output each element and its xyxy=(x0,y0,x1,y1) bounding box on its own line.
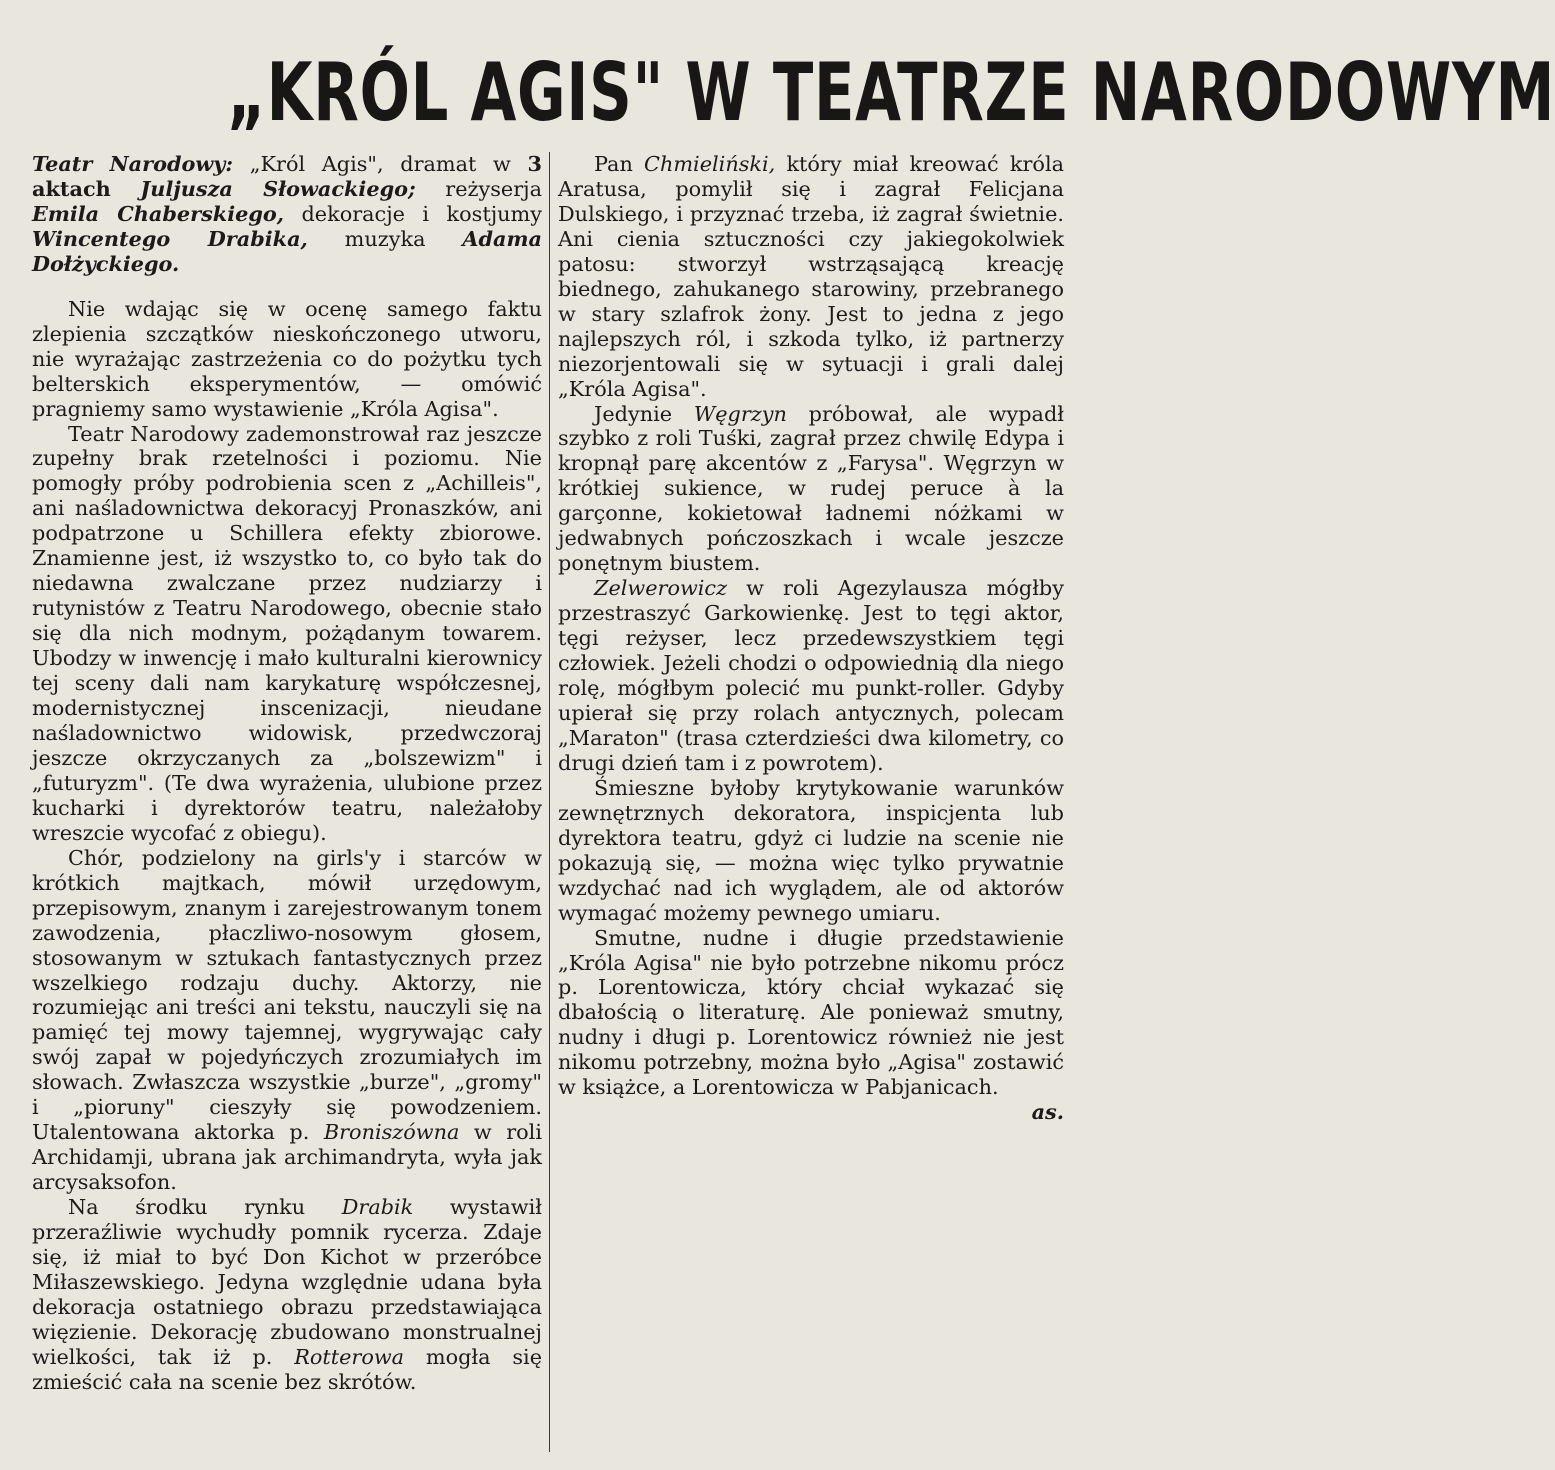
credits-theatre: Teatr Narodowy: xyxy=(32,151,234,176)
paragraph-text: w roli Archidamji, ubrana jak archimandryta, wyła jak arcysaksofon. xyxy=(32,1120,542,1195)
paragraph-text: Chór, podzielony na girls'y i starców w krótkich majtkach, mówił urzędowym, przepisowym, znanym i zarejestrowanym tonem zawodzenia, płaczliwo-nosowym głosem, stosowanym w sztukach fantastycznych przez wszelkiego rodzaju duchy. Aktorzy, nie rozumiejąc ani treści ani tekstu, nauczyli się na pamięć tej mowy tajemnej, wygrywając cały swój zapał w pojedyńczych zrozumiałych im słowach. Zwłaszcza wszystkie „burze", „gromy" i „pioruny" cieszyły się powodzeniem. Utalentowana aktorka p. xyxy=(32,845,542,1145)
paragraph-text: mogła się zmieścić cała na scenie bez skrótów. xyxy=(32,1344,542,1394)
column-divider xyxy=(549,152,550,1452)
designer-name: Drabik xyxy=(341,1195,414,1220)
actor-name: Węgrzyn xyxy=(693,401,787,426)
paragraph-text: wystawił przeraźliwie wychudły pomnik rycerza. Zdaje się, iż miał to być Don Kichot w przeróbce Miłaszewskiego. Jedyna względnie udana była dekoracja ostatniego obrazu przedstawiająca więzienie. Dekorację zbudowano monstrualnej wielkości, tak iż p. xyxy=(32,1195,542,1369)
credits-text: reżyserja xyxy=(415,176,542,201)
actor-name: Zelwerowicz xyxy=(594,576,728,601)
paragraph-9: Smutne, nudne i długie przedstawienie „Króla Agisa" nie było potrzebne nikomu prócz p. Lorentowicza, który chciał wykazać się dbałością o literaturę. Ale ponieważ smutny, nudny i długi p. Lorentowicz również nie jest nikomu potrzebny, można było „Agisa" zostawić w książce, a Lorentowicza w Pabjanicach. xyxy=(558,925,1064,1100)
paragraph-text: próbował, ale wypadł szybko z roli Tuśki, zagrał przez chwilę Edypa i kropnął parę akcentów z „Farysa". Węgrzyn w krótkiej sukience, w rudej peruce à la garçonne, kokietował ładnemi nóżkami w jedwabnych pończoszkach i wcale jeszcze ponętnym biustem. xyxy=(558,401,1065,576)
paragraph-6 xyxy=(558,402,1064,577)
paragraph-3 xyxy=(32,846,542,1195)
article-column-right xyxy=(558,152,1064,1462)
credits-author: Juljusza Słowackiego; xyxy=(140,175,416,201)
paragraph-text: w roli Agezylausza mógłby przestraszyć Garkowienkę. Jest to tęgi aktor, tęgi reżyser, lecz przedewszystkiem tęgi człowiek. Jeżeli chodzi o odpowiednią dla niego rolę, mógłbym polecić mu punkt-roller. Gdyby upierał się przy rolach antycznych, polecam „Maraton" (trasa czterdzieści dwa kilometry, co drugi dzień tam i z powrotem). xyxy=(558,576,1064,775)
paragraph-text: Na środku rynku xyxy=(68,1195,342,1220)
paragraph-7 xyxy=(558,576,1064,776)
actor-name: Chmieliński, xyxy=(644,152,776,176)
headline: „KRÓL AGIS" W TEATRZE NARODOWYM xyxy=(227,46,1555,139)
article-column-left xyxy=(32,152,542,1462)
credits-text: muzyka xyxy=(307,226,463,251)
paragraph-8: Śmieszne byłoby krytykowanie warunków zewnętrznych dekoratora, inspicjenta lub dyrektora teatru, gdyż ci ludzie na scenie nie pokazują się, — można więc tylko prywatnie wzdychać nad ich wyglądem, ale od aktorów wymagać możemy pewnego umiaru. xyxy=(558,775,1064,925)
credits-paragraph xyxy=(32,152,542,277)
credits-composer: Adama Dołżyckiego. xyxy=(32,225,542,276)
paragraph-text: który miał kreować króla Aratusa, pomylił się i zagrał Felicjana Dulskiego, i przyznać trzeba, iż zagrał świetnie. Ani cienia sztuczności czy jakiegokolwiek patosu: stworzył wstrząsającą kreację biednego, zahukanego starowiny, przebranego w stary szlafrok żony. Jest to jedna z jego najlepszych ról, i szkoda tylko, iż partnerzy niezorjentowali się w sytuacji i grali dalej „Króla Agisa". xyxy=(558,152,1064,401)
paragraph-text: Pan xyxy=(594,152,645,176)
actor-name: Rotterowa xyxy=(294,1344,405,1369)
credits-text: „Król Agis", dramat w xyxy=(233,152,528,176)
actor-name: Broniszówna xyxy=(323,1120,460,1145)
paragraph-text: Jedynie xyxy=(594,401,694,426)
paragraph-5 xyxy=(558,152,1064,402)
credits-text: dekoracje i kostjumy xyxy=(284,201,543,226)
credits-designer: Wincentego Drabika, xyxy=(32,225,308,251)
author-signature: as. xyxy=(1031,1099,1064,1125)
credits-acts: 3 aktach xyxy=(32,151,542,201)
credits-director: Emila Chaberskiego, xyxy=(32,200,285,226)
paragraph-1: Nie wdając się w ocenę samego faktu zlepienia szczątków nieskończonego utworu, nie wyrażając zastrzeżenia co do pożytku tych belterskich eksperymentów, — omówić pragniemy samo wystawienie „Króla Agisa". xyxy=(32,296,542,421)
paragraph-2: Teatr Narodowy zademonstrował raz jeszcze zupełny brak rzetelności i poziomu. Nie pomogły próby podrobienia scen z „Achilleis", ani naśladownictwa dekoracyj Pronaszków, ani podpatrzone u Schillera efekty zbiorowe. Znamienne jest, iż wszystko to, co było tak do niedawna zwalczane przez nudziarzy i rutynistów z Teatru Narodowego, obecnie stało się dla nich modnym, pożądanym towarem. Ubodzy w inwencję i mało kulturalni kierownicy tej sceny dali nam karykaturę współczesnej, modernistycznej inscenizacji, nieudane naśladownictwo widowisk, przedwczoraj jeszcze okrzyczanych za „bolszewizm" i „futuryzm". (Te dwa wyrażenia, ulubione przez kucharki i dyrektorów teatru, należałoby wreszcie wycofać z obiegu). xyxy=(32,421,542,845)
paragraph-4 xyxy=(32,1195,542,1395)
